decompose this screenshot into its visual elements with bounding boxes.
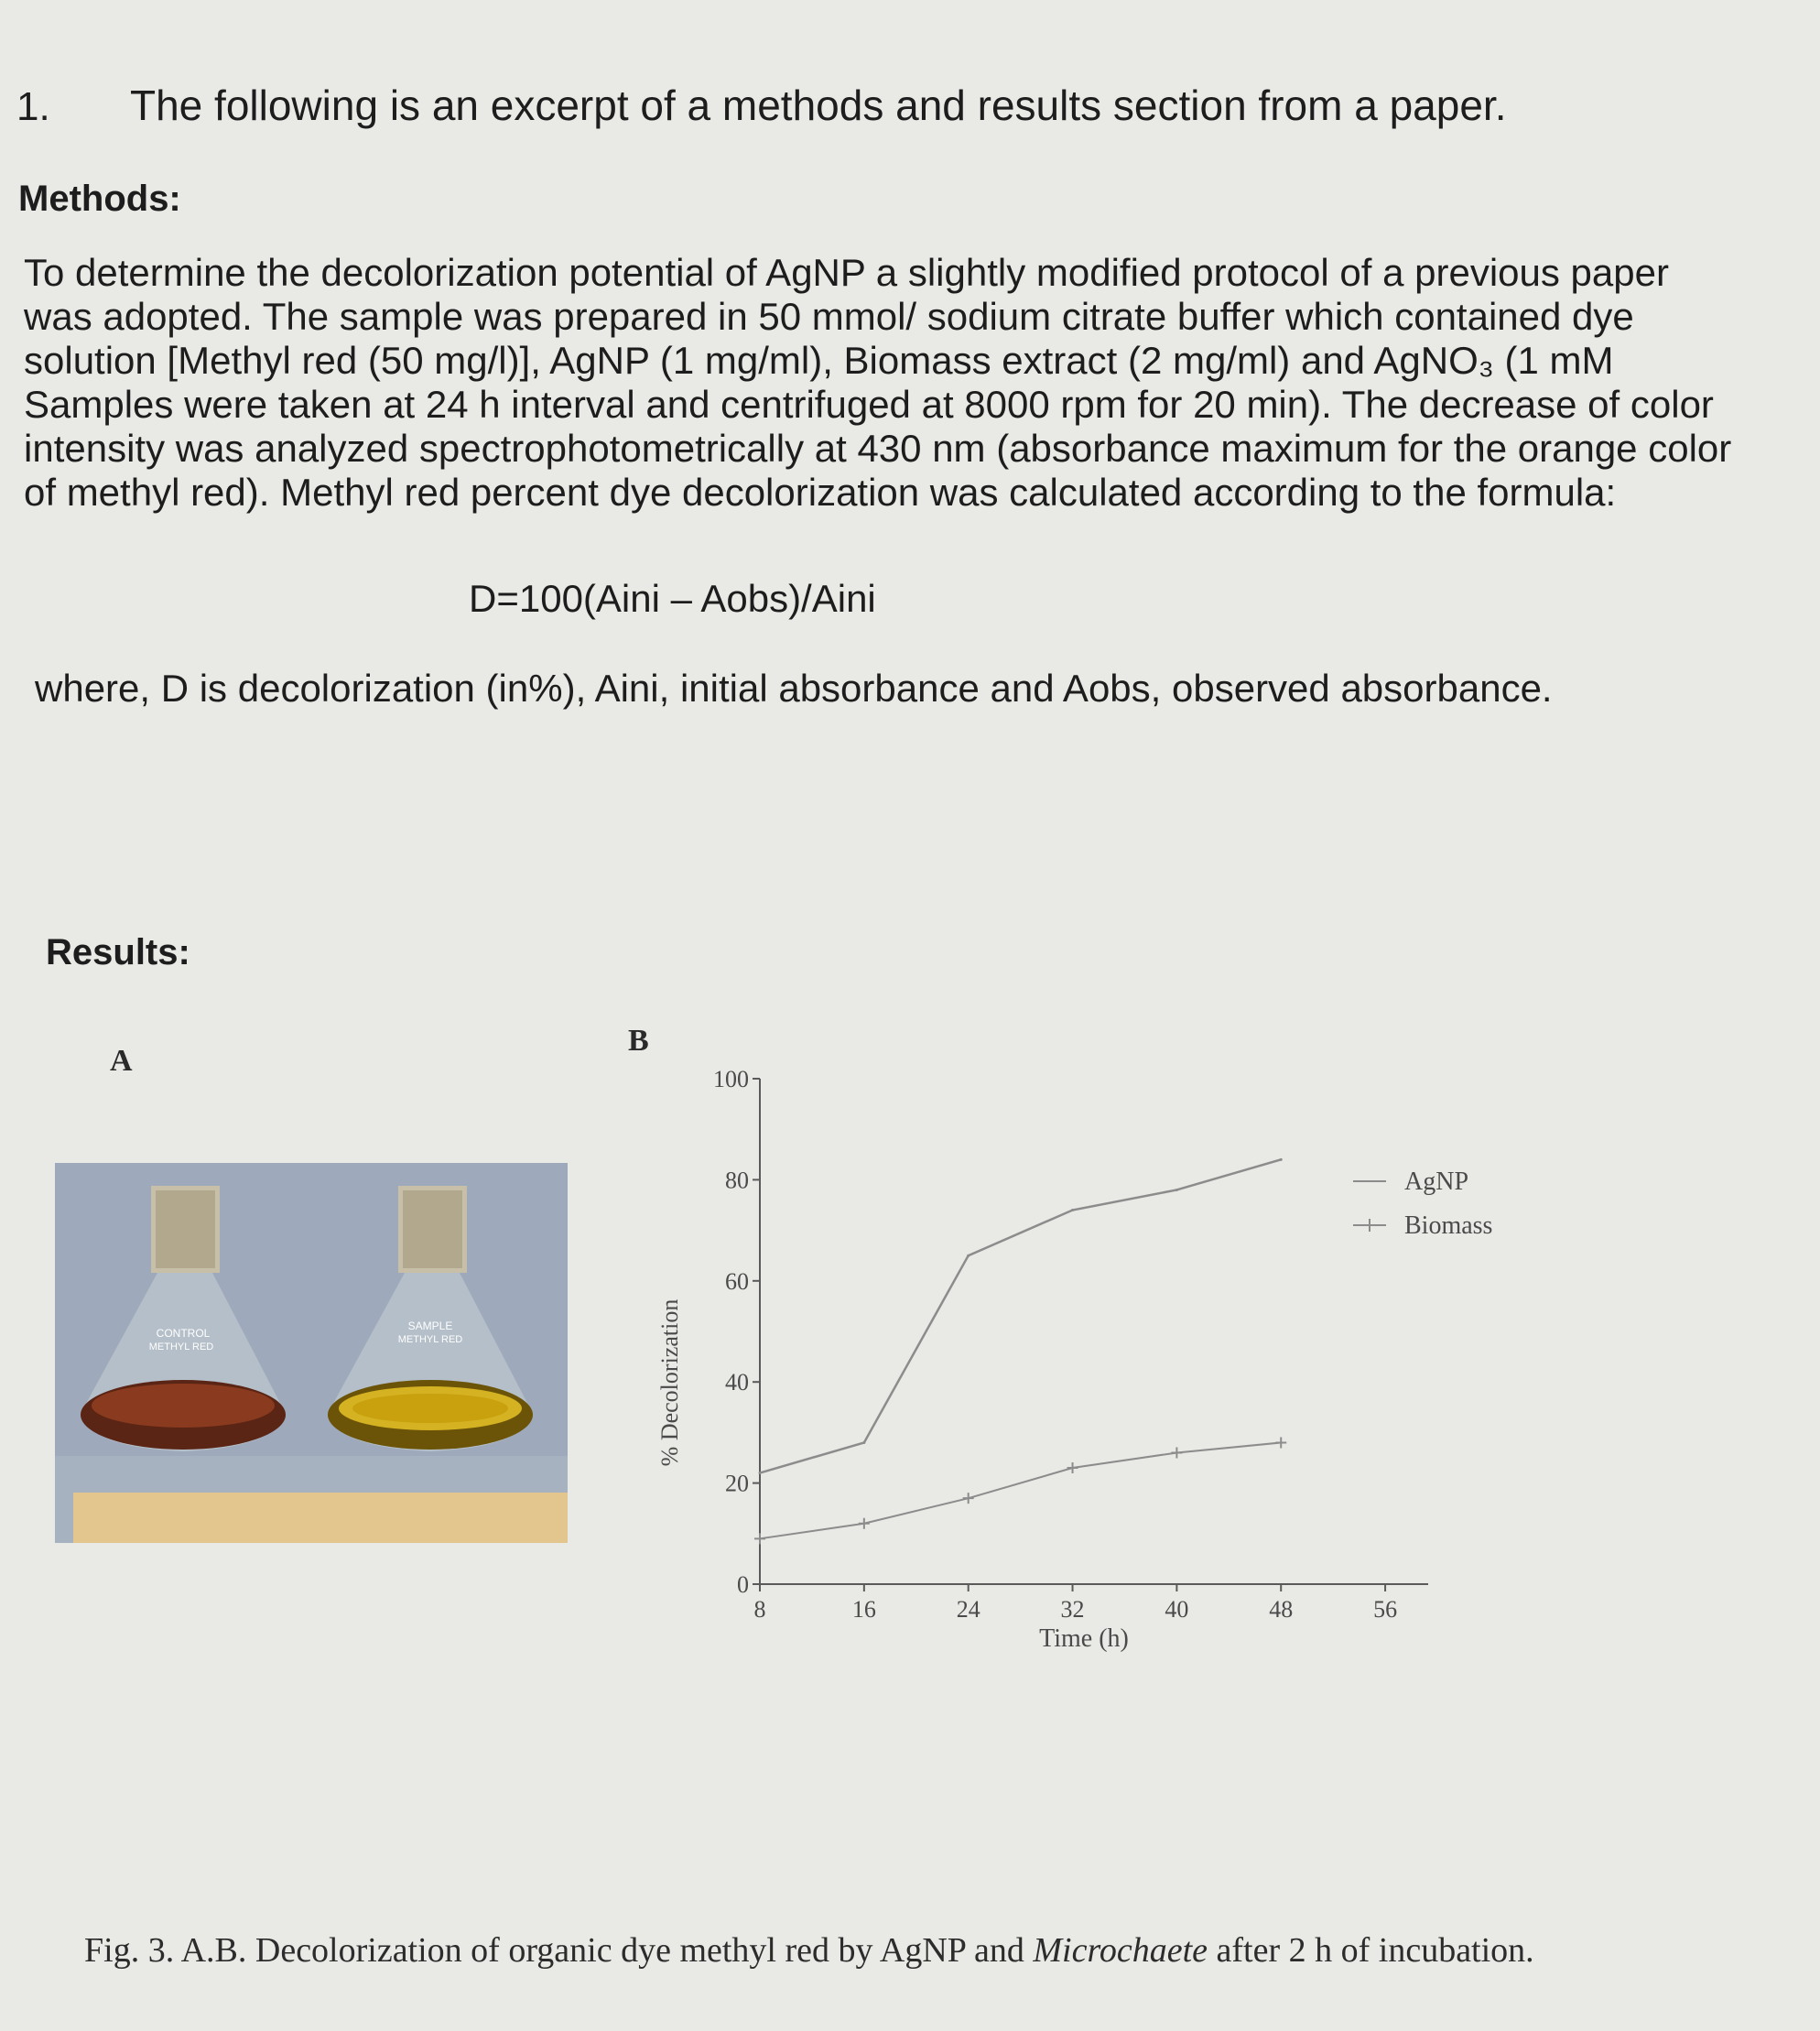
legend-label-biomass: Biomass — [1404, 1211, 1493, 1240]
data-point-agnp — [1071, 1209, 1074, 1211]
data-point-agnp — [862, 1441, 865, 1444]
y-tick-label: 100 — [713, 1066, 749, 1092]
y-tick-label: 20 — [725, 1470, 749, 1497]
data-point-biomass — [859, 1518, 870, 1529]
caption-prefix: Fig. 3. A.B. Decolorization of organic dye methyl red by AgNP and — [84, 1931, 1034, 1970]
formula-definitions: where, D is decolorization (in%), Aini, initial absorbance and Aobs, observed absorbance. — [35, 667, 1553, 710]
y-axis — [713, 1066, 760, 1598]
y-axis-label: % Decolorization — [656, 1298, 683, 1467]
x-tick-label: 32 — [1060, 1596, 1085, 1623]
decolorization-formula: D=100(Aini – Aobs)/Aini — [469, 577, 876, 620]
chart-series — [754, 1158, 1286, 1545]
methods-line: intensity was analyzed spectrophotometrically at 430 nm (absorbance maximum for the orange color — [24, 427, 1732, 470]
data-point-agnp — [759, 1472, 762, 1474]
flask-photo — [55, 1163, 568, 1543]
series-line-biomass — [760, 1442, 1281, 1538]
methods-line: of methyl red). Methyl red percent dye decolorization was calculated according to the formula: — [24, 471, 1617, 514]
series-line-agnp — [760, 1159, 1281, 1472]
sample-label-2: METHYL RED — [397, 1334, 463, 1345]
methods-line: Samples were taken at 24 h interval and centrifuged at 8000 rpm for 20 min). The decrease of color — [24, 383, 1714, 426]
control-label-1: CONTROL — [156, 1327, 211, 1340]
methods-line: To determine the decolorization potential of AgNP a slightly modified protocol of a previous paper — [24, 251, 1669, 294]
data-point-biomass — [754, 1533, 765, 1544]
x-tick-label: 16 — [851, 1596, 876, 1623]
panel-b-label: B — [628, 1024, 649, 1058]
y-tick-label: 0 — [737, 1571, 749, 1598]
x-tick-label: 48 — [1269, 1596, 1294, 1623]
methods-line: solution [Methyl red (50 mg/l)], AgNP (1 mg/ml), Biomass extract (2 mg/ml) and AgNO₃ (1 mM — [24, 339, 1614, 382]
methods-line: was adopted. The sample was prepared in 50 mmol/ sodium citrate buffer which contained dye — [24, 295, 1634, 338]
methods-heading: Methods: — [18, 179, 181, 219]
x-axis-label: Time (h) — [1039, 1624, 1129, 1653]
results-heading: Results: — [46, 932, 190, 972]
data-point-biomass — [1171, 1447, 1182, 1458]
sample-label-1: SAMPLE — [407, 1320, 453, 1332]
x-tick-label: 56 — [1373, 1596, 1398, 1623]
caption-organism: Microchaete — [1033, 1931, 1208, 1970]
data-point-biomass — [1067, 1462, 1078, 1473]
control-label-2: METHYL RED — [148, 1341, 214, 1352]
y-tick-label: 60 — [725, 1267, 749, 1295]
x-tick-label: 8 — [753, 1596, 766, 1623]
data-point-biomass — [1275, 1437, 1286, 1448]
data-point-agnp — [1175, 1189, 1178, 1191]
methods-paragraph — [24, 251, 1782, 515]
question-number: 1. — [16, 84, 50, 129]
data-point-agnp — [967, 1254, 970, 1257]
chart-legend — [1353, 1168, 1492, 1240]
decolorization-chart — [632, 1016, 1556, 1676]
data-point-biomass — [963, 1493, 974, 1504]
figure-caption — [84, 1930, 1695, 1971]
y-tick-label: 80 — [725, 1167, 749, 1194]
data-point-agnp — [1280, 1158, 1283, 1161]
x-tick-label: 40 — [1165, 1596, 1189, 1623]
legend-label-agnp: AgNP — [1404, 1168, 1469, 1196]
x-axis — [754, 1584, 1429, 1623]
panel-a-label: A — [110, 1044, 133, 1078]
question-intro: The following is an excerpt of a methods and results section from a paper. — [130, 81, 1507, 129]
x-tick-label: 24 — [956, 1596, 980, 1623]
caption-suffix: after 2 h of incubation. — [1208, 1931, 1534, 1970]
y-tick-label: 40 — [725, 1369, 749, 1396]
